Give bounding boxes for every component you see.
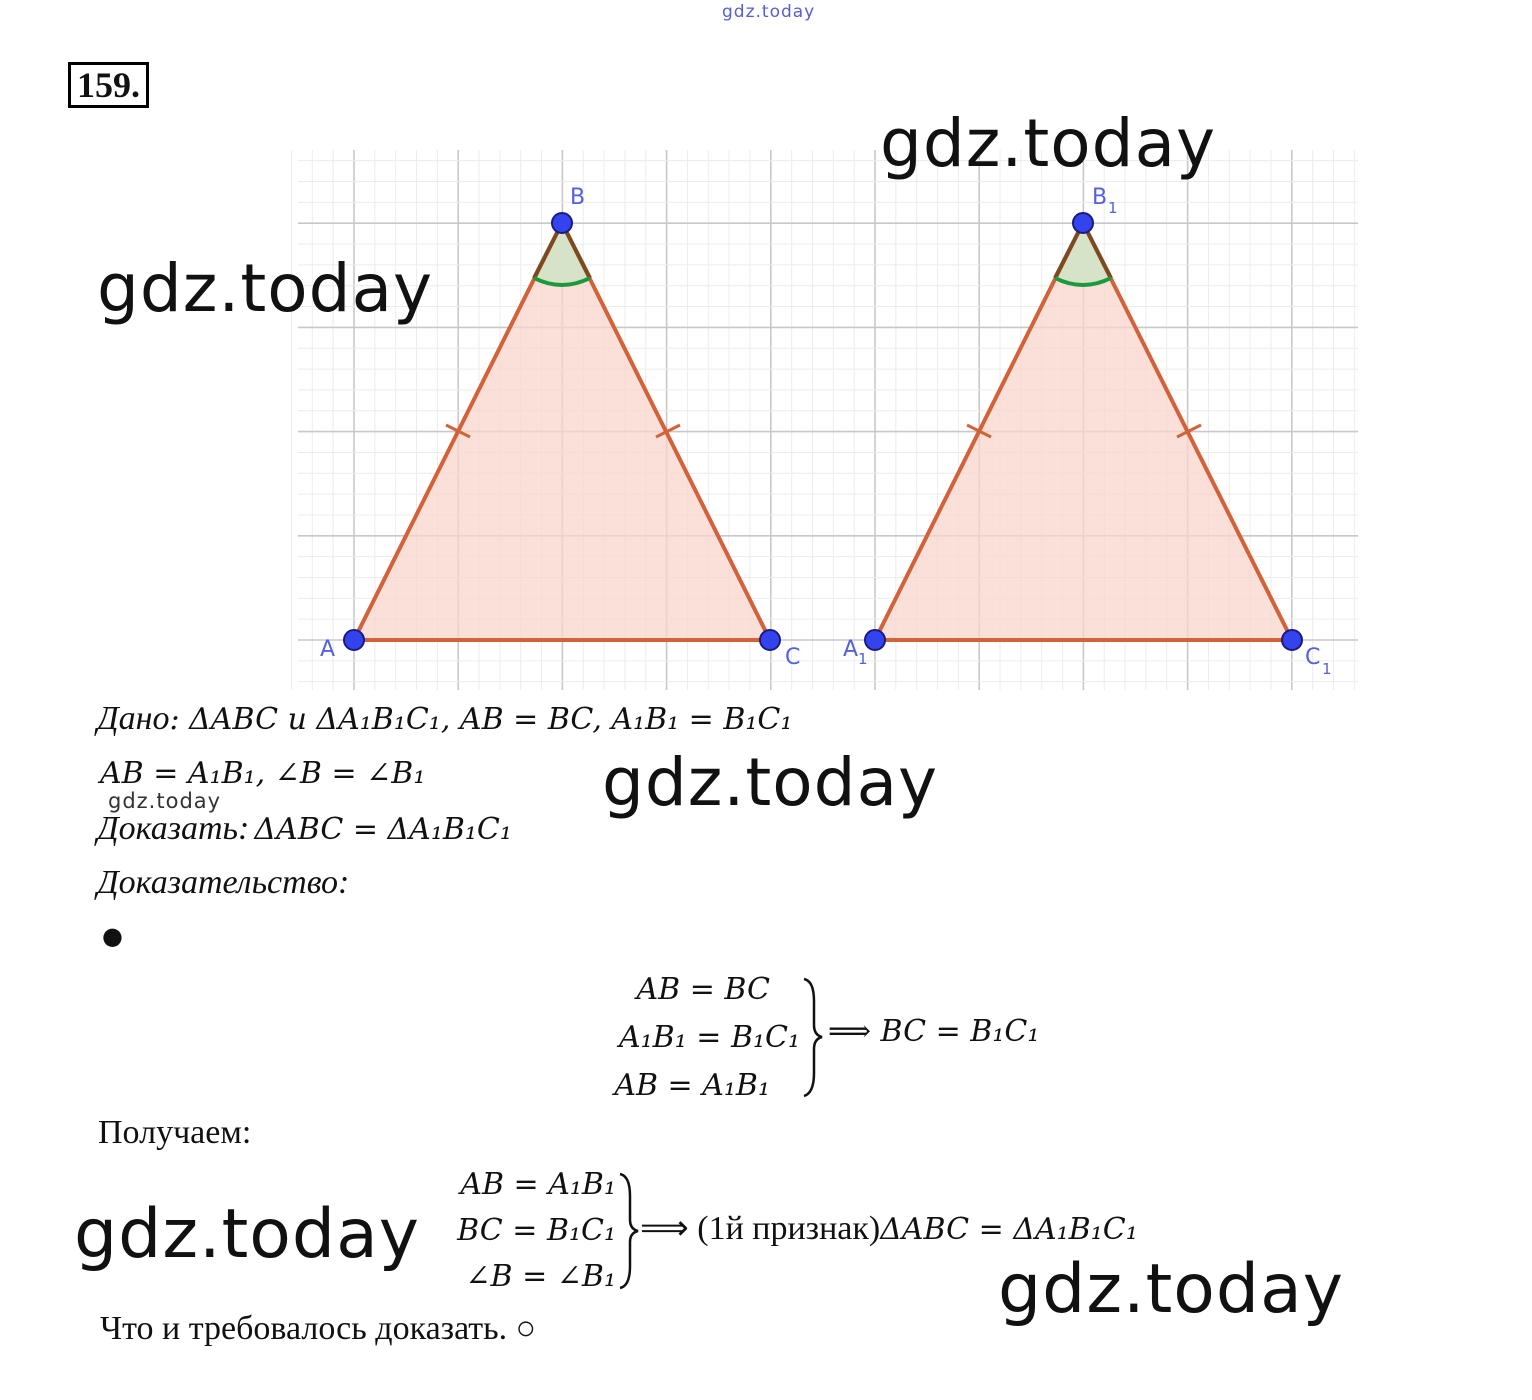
watermark-1: gdz.today [880,105,1217,182]
bullet: ● [102,922,123,950]
given-label: Дано [97,700,170,737]
system-1-row-3: AB = A₁B₁ [614,1068,770,1103]
label-c: C [785,645,801,670]
label-a: A [320,637,336,662]
result-2-math: ΔABC = ΔA₁B₁C₁ [880,1212,1138,1247]
system-1-row-2: A₁B₁ = B₁C₁ [618,1020,800,1055]
point-c1 [1282,630,1302,650]
system-2-result [640,1208,1138,1248]
point-c [760,630,780,650]
given-line-1 [97,700,792,738]
prove-line [97,810,512,848]
system-1-brace [798,975,824,1100]
problem-number: 159. [68,62,149,108]
prove-label: Доказать: [97,810,250,847]
watermark-3: gdz.today [602,744,939,821]
point-a1 [865,630,885,650]
label-b1: B [1092,185,1108,210]
watermark-small: gdz.today [108,789,222,813]
system-2-brace [614,1170,640,1292]
result-2-arrow: ⟹ (1й признак) [640,1210,881,1247]
label-b: B [570,185,586,210]
system-2-row-2: BC = B₁C₁ [457,1213,616,1248]
label-b1-sub: 1 [1108,199,1118,217]
point-a [344,630,364,650]
given-line-2: AB = A₁B₁, ∠B = ∠B₁ [100,756,426,791]
label-c1-sub: 1 [1322,660,1332,678]
system-2-row-1: AB = A₁B₁ [460,1167,616,1202]
label-c1: C [1305,645,1321,670]
point-b1 [1073,213,1093,233]
header-watermark: gdz.today [722,2,816,22]
label-a1-sub: 1 [858,650,868,668]
label-a1: A [843,637,859,662]
conclusion: Что и требовалось доказать. ○ [100,1310,537,1347]
get-label: Получаем: [98,1114,252,1151]
system-1 [590,966,800,1110]
watermark-2: gdz.today [97,250,434,327]
system-1-result: ⟹ BC = B₁C₁ [828,1014,1040,1049]
proof-label: Доказательство: [97,864,350,901]
system-2-row-3: ∠B = ∠B₁ [465,1259,616,1294]
prove-statement: ΔABC = ΔA₁B₁C₁ [254,812,512,847]
system-2 [420,1162,616,1300]
watermark-4: gdz.today [74,1195,420,1274]
watermark-5: gdz.today [998,1250,1344,1329]
point-b [552,213,572,233]
system-1-row-1: AB = BC [636,972,770,1007]
given-text-1: : ΔABC и ΔA₁B₁C₁, AB = BC, A₁B₁ = B₁C₁ [169,702,793,737]
